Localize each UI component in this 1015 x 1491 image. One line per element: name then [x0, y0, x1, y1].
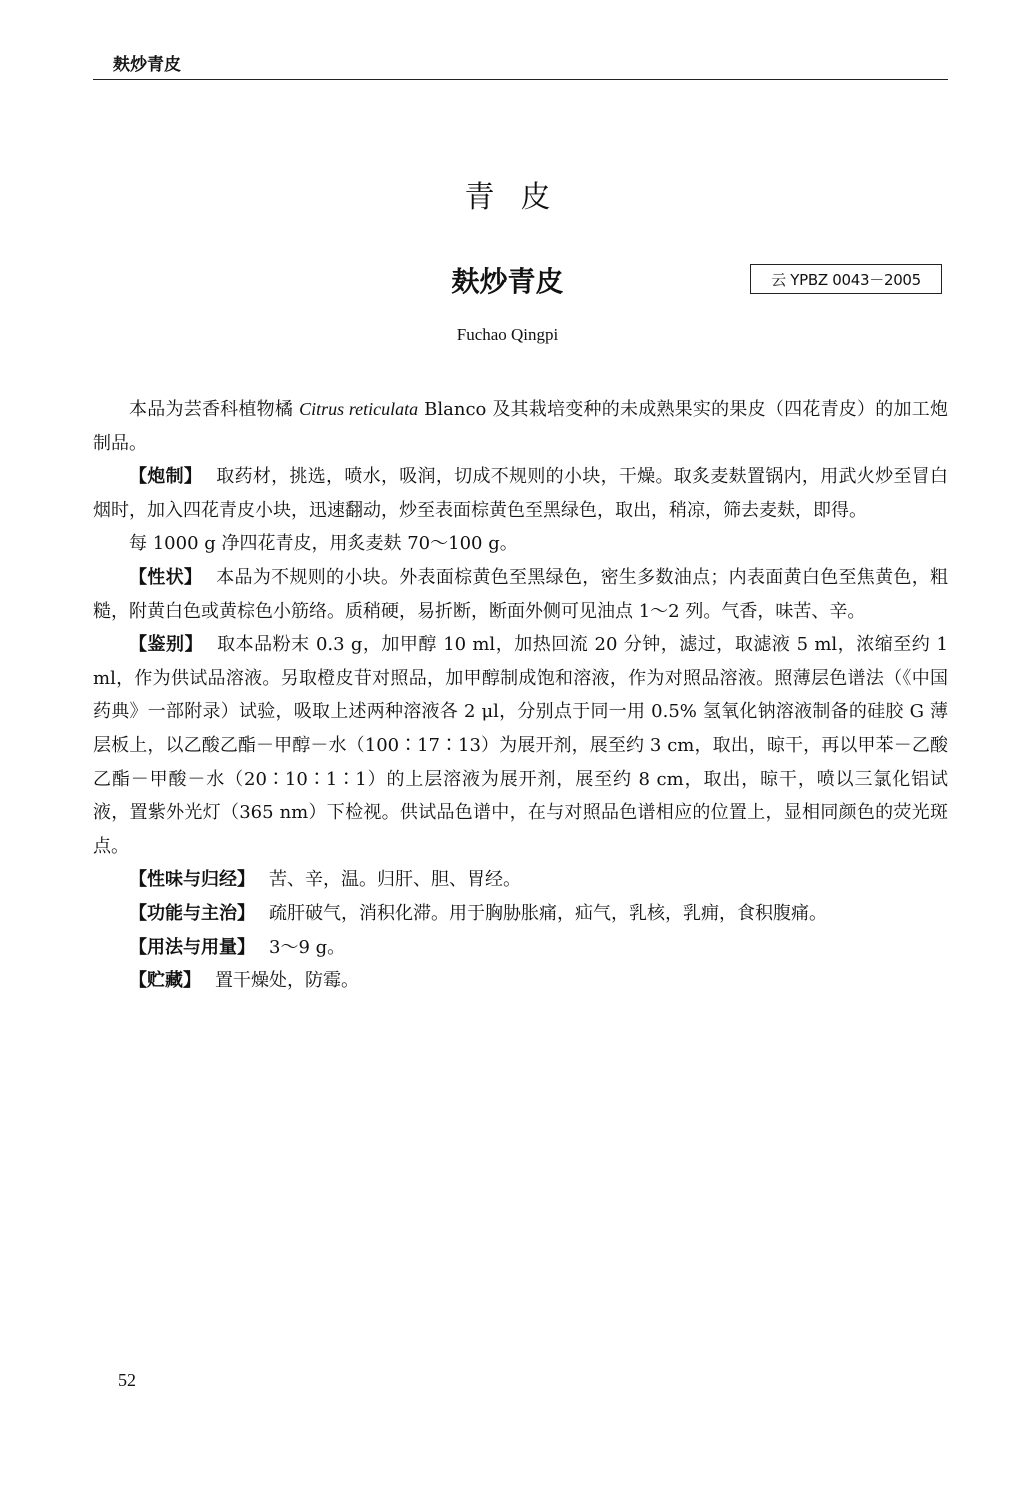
intro-text: 本品为芸香科植物橘	[129, 399, 300, 420]
section-label: 【炮制】	[129, 466, 203, 488]
running-title: 麸炒青皮	[113, 55, 181, 75]
section-zhucang	[93, 964, 948, 998]
page-number: 52	[118, 1370, 136, 1390]
intro-text-2: Blanco 及其栽培变种的未成熟果实的果皮（四花青皮）的加工炮制品。	[93, 399, 948, 454]
section-text: 苦、辛，温。归肝、胆、胃经。	[269, 869, 521, 891]
section-label: 【功能与主治】	[129, 902, 255, 924]
monograph-body	[93, 393, 948, 998]
section-xingzhuang	[93, 561, 948, 628]
intro-paragraph	[93, 393, 948, 460]
section-label: 【鉴别】	[129, 634, 204, 656]
paozhi-note: 每 1000 g 净四花青皮，用炙麦麸 70～100 g。	[129, 533, 518, 555]
pinyin-title: Fuchao Qingpi	[456, 325, 559, 344]
section-xingwei	[93, 863, 948, 897]
section-text: 置干燥处，防霉。	[215, 970, 359, 992]
section-jianbie	[93, 628, 948, 863]
section-text: 取药材，挑选，喷水，吸润，切成不规则的小块，干燥。取炙麦麸置锅内，用武火炒至冒白烟时，加入四花青皮小块，迅速翻动，炒至表面棕黄色至黑绿色，取出，稍凉，筛去麦麸，即得。	[93, 466, 949, 521]
section-label: 【性味与归经】	[129, 869, 255, 891]
standard-code: 云 YPBZ 0043－2005	[771, 270, 921, 289]
section-gongneng	[93, 897, 948, 931]
standard-code-box	[750, 264, 942, 294]
latin-name: Citrus reticulata	[299, 399, 419, 419]
section-label: 【用法与用量】	[129, 936, 255, 958]
section-label: 【性状】	[129, 566, 203, 588]
section-label: 【贮藏】	[129, 970, 201, 992]
section-text: 3～9 g。	[269, 936, 346, 958]
main-title: 青皮	[464, 180, 577, 215]
section-yongfa	[93, 931, 948, 965]
sub-title: 麸炒青皮	[451, 265, 564, 298]
section-paozhi	[93, 460, 948, 527]
section-text: 取本品粉末 0.3 g，加甲醇 10 ml，加热回流 20 分钟，滤过，取滤液 5 ml，浓缩至约 1 ml，作为供试品溶液。另取橙皮苷对照品，加甲醇制成饱和溶液，作为对照品溶液。照薄层色谱法（《中国药典》一部附录）试验，吸取上述两种溶液各 2 μl，分别点于同一用 0.5% 氢氧化钠溶液制备的硅胶 G 薄层板上，以乙酸乙酯－甲醇－水（100∶17∶13）为展开剂，展至约 3 cm，取出，晾干，再以甲苯－乙酸乙酯－甲酸－水（20∶10∶1∶1）的上层溶液为展开剂，展至约 8 cm，取出，晾干，喷以三氯化铝试液，置紫外光灯（365 nm）下检视。供试品色谱中，在与对照品色谱相应的位置上，显相同颜色的荧光斑点。	[93, 634, 948, 857]
section-text: 疏肝破气，消积化滞。用于胸胁胀痛，疝气，乳核，乳痈，食积腹痛。	[269, 902, 827, 924]
section-text: 本品为不规则的小块。外表面棕黄色至黑绿色，密生多数油点；内表面黄白色至焦黄色，粗糙，附黄白色或黄棕色小筋络。质稍硬，易折断，断面外侧可见油点 1～2 列。气香，味苦、辛。	[93, 566, 949, 622]
header-rule	[93, 79, 948, 80]
